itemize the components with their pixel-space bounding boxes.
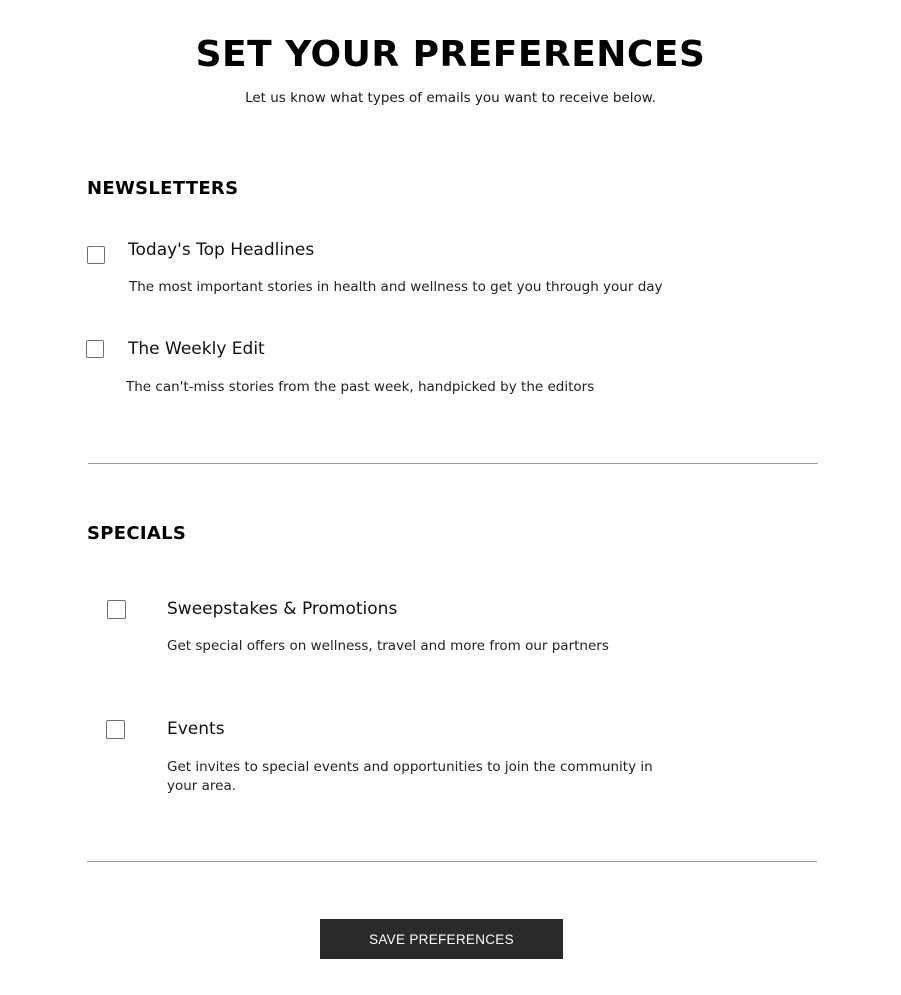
top-headlines-label[interactable]: Today's Top Headlines (128, 240, 315, 260)
newsletters-heading: NEWSLETTERS (87, 178, 239, 199)
weekly-edit-label[interactable]: The Weekly Edit (128, 339, 265, 359)
events-checkbox[interactable] (106, 720, 125, 739)
sweepstakes-checkbox[interactable] (107, 600, 126, 619)
bottom-divider (87, 861, 817, 862)
section-divider (88, 463, 818, 464)
top-headlines-checkbox[interactable] (87, 246, 105, 264)
page-subtitle: Let us know what types of emails you want to receive below. (245, 90, 656, 106)
specials-heading: SPECIALS (87, 523, 187, 544)
weekly-edit-description: The can't-miss stories from the past week, handpicked by the editors (126, 379, 595, 395)
top-headlines-description: The most important stories in health and wellness to get you through your day (129, 279, 663, 295)
sweepstakes-description: Get special offers on wellness, travel and more from our partners (167, 638, 609, 654)
page-title: SET YOUR PREFERENCES (195, 34, 706, 75)
events-description: Get invites to special events and opportunities to join the community in your area. (167, 759, 653, 794)
weekly-edit-checkbox[interactable] (86, 340, 104, 358)
events-label[interactable]: Events (167, 719, 225, 739)
save-preferences-button[interactable]: SAVE PREFERENCES (320, 919, 563, 959)
sweepstakes-label[interactable]: Sweepstakes & Promotions (167, 599, 398, 619)
